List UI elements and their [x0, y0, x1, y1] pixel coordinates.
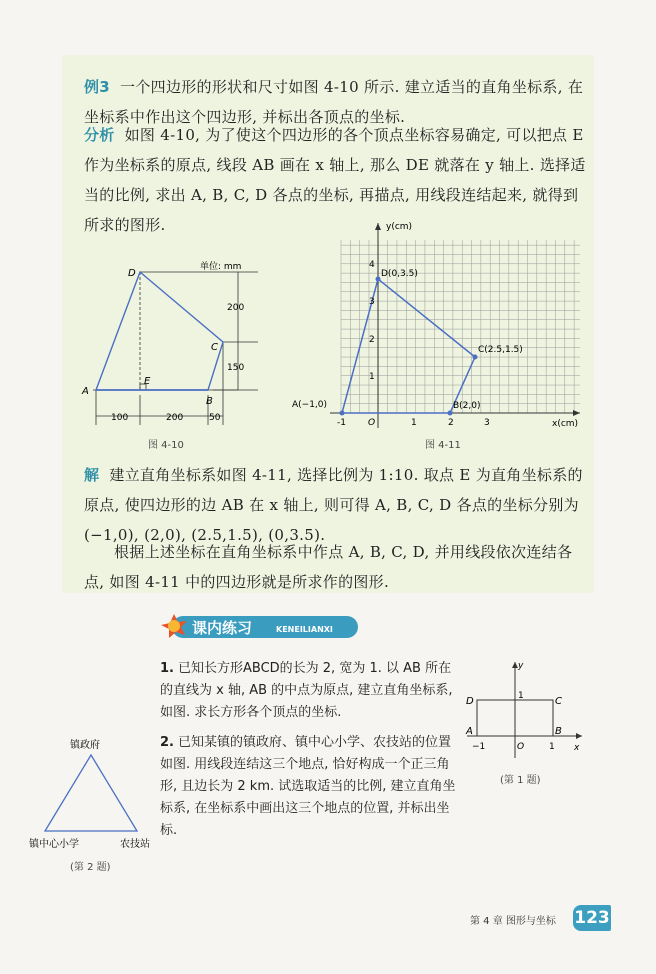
figure-4-10-caption: 图 4-10	[148, 440, 184, 451]
fig11-y-axis-label: y(cm)	[386, 222, 413, 232]
fig10-dim-200: 200	[166, 413, 184, 423]
fig11-ytick-3: 3	[369, 297, 375, 307]
fig11-xtick-neg1: -1	[337, 418, 346, 428]
ex1-label-neg1: −1	[472, 742, 486, 752]
fig11-xtick-3: 3	[484, 418, 490, 428]
exercise-number: 1.	[160, 661, 174, 676]
ex1-label-B: B	[555, 726, 562, 737]
fig11-ytick-1: 1	[369, 372, 375, 382]
fig10-label-A: A	[82, 386, 89, 397]
footer-chapter: 第 4 章 图形与坐标	[470, 916, 556, 927]
ex1-label-C: C	[555, 696, 562, 707]
ex2-label-top: 镇政府	[70, 740, 100, 751]
fig11-point-C: C(2.5,1.5)	[478, 345, 523, 355]
fig11-point-A: A(−1,0)	[292, 400, 328, 410]
solution-label: 解	[84, 466, 100, 484]
ex1-label-pos1: 1	[549, 742, 555, 752]
page-number: 123	[573, 905, 611, 931]
ex1-label-x: x	[574, 743, 580, 753]
practice-subtitle: KENEILIANXI	[276, 625, 333, 634]
figure-4-10	[78, 250, 278, 430]
exercise-1	[160, 658, 460, 724]
exercise-number: 2.	[160, 735, 174, 750]
exercise-1-caption: (第 1 题)	[500, 775, 541, 786]
figure-4-11	[290, 218, 590, 433]
ex1-label-A: A	[466, 726, 473, 737]
conclusion-text: 根据上述坐标在直角坐标系中作点 A, B, C, D, 并用线段依次连结各点, 如图 4-11 中的四边形就是所求作的图形.	[84, 543, 573, 591]
fig10-dim-v150: 150	[227, 363, 245, 373]
analysis-label: 分析	[84, 126, 115, 144]
fig10-unit: 单位: mm	[200, 262, 242, 272]
fig11-ytick-4: 4	[369, 260, 375, 270]
figure-exercise-1	[462, 658, 592, 768]
analysis-text: 如图 4-10, 为了使这个四边形的各个顶点坐标容易确定, 可以把点 E 作为坐标系的原点, 线段 AB 画在 x 轴上, 那么 DE 就落在 y 轴上. 选择适当的比例, 求出 A, B, C, D 各点的坐标, 再描点, 用线段连结起来, 就得到所求的图形.	[84, 126, 586, 234]
exercise-text: 已知某镇的镇政府、镇中心小学、农技站的位置如图. 用线段连结这三个地点, 恰好构成一个正三角形, 且边长为 2 km. 试选取适当的比例, 建立直角坐标系, 在坐标系中画出这三个地点的位置, 并标出坐标.	[160, 735, 456, 838]
ex2-label-left: 镇中心小学	[29, 839, 79, 850]
ex1-label-y: y	[518, 661, 524, 671]
ex1-label-ytick: 1	[518, 691, 524, 701]
fig10-label-E: E	[144, 376, 151, 387]
fig11-ytick-2: 2	[369, 335, 375, 345]
fig10-dim-100: 100	[111, 413, 129, 423]
practice-title: 课内练习	[192, 619, 253, 637]
exercise-2-caption: (第 2 题)	[70, 862, 111, 873]
figure-exercise-2	[25, 735, 165, 855]
example-text: 一个四边形的形状和尺寸如图 4-10 所示. 建立适当的直角坐标系, 在坐标系中作出这个四边形, 并标出各顶点的坐标.	[84, 78, 584, 126]
fig10-dim-v200: 200	[227, 303, 245, 313]
fig10-dim-50: 50	[209, 413, 221, 423]
conclusion-paragraph	[84, 537, 592, 597]
exercise-text: 已知长方形ABCD的长为 2, 宽为 1. 以 AB 所在的直线为 x 轴, AB 的中点为原点, 建立直角坐标系, 如图. 求长方形各个顶点的坐标.	[160, 661, 453, 720]
fig11-point-B: B(2,0)	[453, 401, 481, 411]
ex2-label-right: 农技站	[120, 839, 150, 850]
practice-banner	[158, 612, 358, 642]
fig10-label-C: C	[211, 342, 218, 353]
fig11-origin: O	[368, 418, 376, 428]
fig11-xtick-1: 1	[411, 418, 417, 428]
fig10-label-D: D	[128, 268, 136, 279]
fig11-xtick-2: 2	[448, 418, 454, 428]
exercise-2	[160, 732, 460, 842]
fig11-x-axis-label: x(cm)	[552, 419, 579, 429]
example-label: 例3	[84, 78, 111, 96]
solution-text: 建立直角坐标系如图 4-11, 选择比例为 1:10. 取点 E 为直角坐标系的原点, 使四边形的边 AB 在 x 轴上, 则可得 A, B, C, D 各点的坐标分别为(−1,0), (2,0), (2.5,1.5), (0,3.5).	[84, 466, 583, 544]
ex1-label-D: D	[466, 696, 474, 707]
fig10-label-B: B	[206, 396, 213, 407]
ex1-label-O: O	[517, 742, 525, 752]
figure-4-11-caption: 图 4-11	[425, 440, 461, 451]
fig11-point-D: D(0,3.5)	[381, 269, 418, 279]
